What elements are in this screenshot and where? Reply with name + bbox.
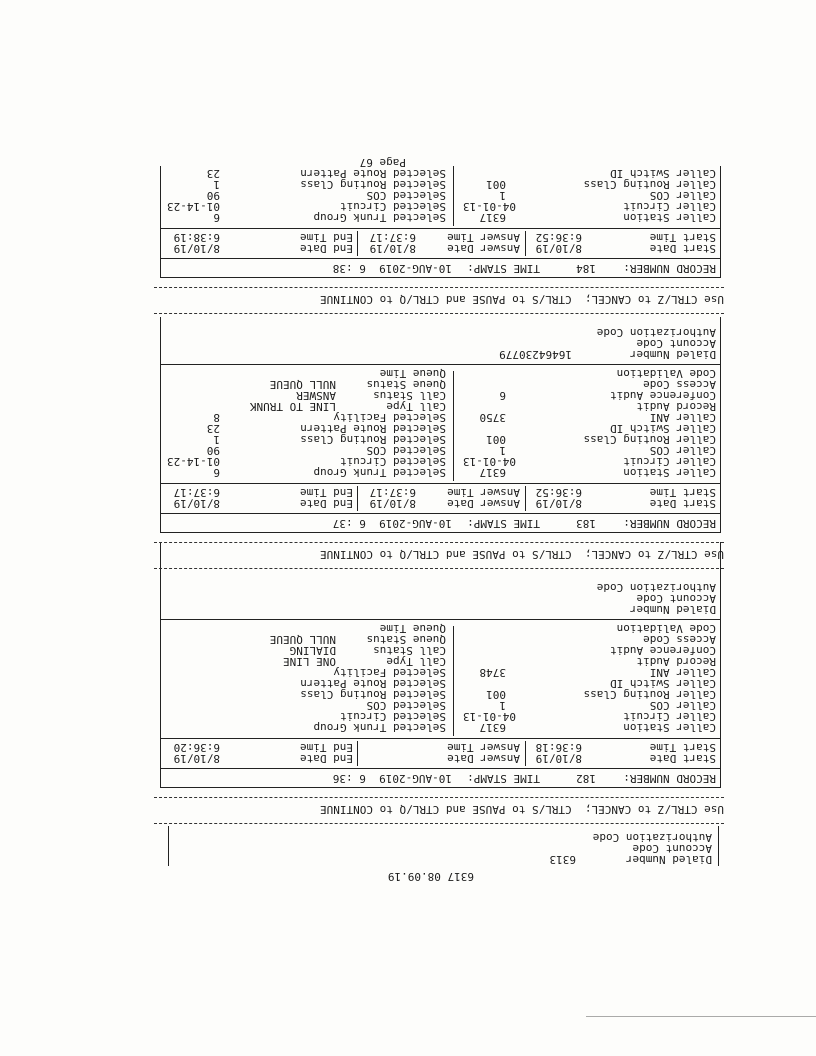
answer-time-value: 6:37:17 [369,486,416,499]
caller-circuit-value: 04-01-13 [463,455,516,468]
authorization-code-label: Authorization Code [596,581,716,594]
queue-status-label: Queue Status [366,633,446,646]
dialed-number-label: Dialed Number [629,603,716,616]
selected-cos-label: Selected COS [366,189,446,202]
selected-facility-label: Selected Facility [333,666,446,679]
top-account-code-label: Account Code [632,842,712,855]
queue-time-label: Queue Time [379,622,446,635]
caller-station-label: Caller Station [623,466,716,479]
separator [154,287,724,288]
record-frame-line [161,258,721,259]
caller-switch-id-label: Caller Switch ID [610,422,716,435]
caller-station-label: Caller Station [623,721,716,734]
time-stamp-value: 10-AUG-2019 6 :37 [332,517,452,530]
answer-time-label: Answer Time [447,231,520,244]
selected-trunk-group-value: 6 [213,466,220,479]
queue-status-value: NULL QUEUE [269,633,336,646]
dialed-number-value: 16464230779 [499,348,572,361]
answer-time-value: 6:37:17 [369,231,416,244]
end-time-value: 6:37:17 [173,486,220,499]
call-type-value: LINE TO TRUNK [249,400,336,413]
caller-routing-class-label: Caller Routing Class [583,178,716,191]
separator [154,797,724,798]
caller-station-value: 6317 [479,211,506,224]
caller-circuit-label: Caller Circuit [623,710,716,723]
selected-routing-class-value: 1 [213,433,220,446]
selected-trunk-group-label: Selected Trunk Group [313,721,446,734]
separator [154,568,724,569]
caller-cos-label: Caller COS [649,444,716,457]
authorization-code-label: Authorization Code [596,326,716,339]
record-number-label: RECORD NUMBER: [623,772,716,785]
access-code-label: Access Code [643,378,716,391]
top-block-right-border [168,826,169,866]
caller-station-value: 6317 [479,466,506,479]
separator [154,823,724,824]
caller-routing-class-value: 001 [486,688,506,701]
selected-routing-class-value: 1 [213,178,220,191]
caller-cos-value: 1 [499,699,506,712]
top-authorization-code-label: Authorization Code [592,831,712,844]
caller-circuit-label: Caller Circuit [623,455,716,468]
selected-circuit-value: 01-14-23 [167,200,220,213]
queue-status-value: NULL QUEUE [269,378,336,391]
code-validation-label: Code Validation [616,367,716,380]
column-divider [453,626,454,736]
cancel-prompt: Use CTRL/Z to CANCEL; CTRL/S to PAUSE and CTRL/Q to CONTINUE [320,293,724,306]
time-stamp-value: 10-AUG-2019 6 :38 [332,262,452,275]
top-block-left-border [718,826,719,866]
call-status-label: Call Status [373,389,446,402]
selected-cos-label: Selected COS [366,699,446,712]
call-status-value: ANSWER [296,389,336,402]
call-type-value: ONE LINE [283,655,336,668]
column-divider [525,741,526,766]
caller-routing-class-label: Caller Routing Class [583,688,716,701]
selected-route-pattern-value: 23 [206,422,220,435]
start-time-value: 6:36:52 [535,486,582,499]
selected-routing-class-label: Selected Routing Class [300,688,446,701]
column-divider [357,231,358,256]
record-left-border [720,317,721,533]
caller-ani-label: Caller ANI [649,666,716,679]
selected-circuit-label: Selected Circuit [340,200,446,213]
record-frame-line [161,738,721,739]
time-stamp-label: TIME STAMP: [467,262,540,275]
start-time-label: Start Time [649,741,716,754]
end-date-label: End Date [300,242,353,255]
time-stamp-label: TIME STAMP: [467,772,540,785]
answer-date-value: 8/10/19 [369,497,416,510]
time-stamp-value: 10-AUG-2019 6 :36 [332,772,452,785]
end-time-value: 6:36:20 [173,741,220,754]
caller-cos-label: Caller COS [649,189,716,202]
caller-station-value: 6317 [479,721,506,734]
conference-audit-value: 6 [499,389,506,402]
cancel-prompt: Use CTRL/Z to CANCEL; CTRL/S to PAUSE and CTRL/Q to CONTINUE [320,548,724,561]
answer-time-label: Answer Time [447,486,520,499]
end-date-value: 8/10/19 [173,242,220,255]
caller-ani-value: 3748 [479,666,506,679]
start-date-value: 8/10/19 [535,752,582,765]
selected-route-pattern-label: Selected Route Pattern [300,422,446,435]
dialed-number-label: Dialed Number [629,348,716,361]
record-frame-line [161,513,721,514]
record-frame-line [161,787,721,788]
caller-cos-value: 1 [499,189,506,202]
scan-artifact [586,1016,816,1017]
queue-time-label: Queue Time [379,367,446,380]
end-time-label: End Time [300,231,353,244]
column-divider [453,371,454,481]
call-type-label: Call Type [386,655,446,668]
record-number-value: 184 [576,262,596,275]
caller-routing-class-label: Caller Routing Class [583,433,716,446]
selected-cos-value: 90 [206,189,220,202]
end-date-value: 8/10/19 [173,752,220,765]
selected-route-pattern-label: Selected Route Pattern [300,677,446,690]
selected-circuit-label: Selected Circuit [340,455,446,468]
caller-station-label: Caller Station [623,211,716,224]
column-divider [357,486,358,511]
record-frame-line [161,364,721,365]
selected-routing-class-label: Selected Routing Class [300,433,446,446]
column-divider [525,231,526,256]
record-left-border [720,166,721,278]
record-number-value: 182 [576,772,596,785]
cancel-prompt: Use CTRL/Z to CANCEL; CTRL/S to PAUSE and CTRL/Q to CONTINUE [320,803,724,816]
caller-cos-label: Caller COS [649,699,716,712]
selected-trunk-group-value: 6 [213,211,220,224]
header-code: 6317 08.09.19 [387,870,474,883]
caller-cos-value: 1 [499,444,506,457]
start-time-value: 6:36:18 [535,741,582,754]
caller-circuit-label: Caller Circuit [623,200,716,213]
caller-routing-class-value: 001 [486,178,506,191]
selected-cos-value: 90 [206,444,220,457]
start-date-label: Start Date [649,242,716,255]
selected-route-pattern-label: Selected Route Pattern [300,167,446,180]
start-date-label: Start Date [649,497,716,510]
queue-status-label: Queue Status [366,378,446,391]
answer-date-label: Answer Date [447,242,520,255]
record-frame-line [161,483,721,484]
page-label: Page 67 [359,156,406,169]
end-date-label: End Date [300,752,353,765]
record-frame-line [161,277,721,278]
end-date-label: End Date [300,497,353,510]
end-time-value: 6:38:19 [173,231,220,244]
record-number-label: RECORD NUMBER: [623,517,716,530]
end-date-value: 8/10/19 [173,497,220,510]
selected-routing-class-label: Selected Routing Class [300,178,446,191]
start-time-label: Start Time [649,486,716,499]
record-number-label: RECORD NUMBER: [623,262,716,275]
time-stamp-label: TIME STAMP: [467,517,540,530]
selected-trunk-group-label: Selected Trunk Group [313,466,446,479]
selected-route-pattern-value: 23 [206,167,220,180]
end-time-label: End Time [300,741,353,754]
record-number-value: 183 [576,517,596,530]
start-time-label: Start Time [649,231,716,244]
separator [154,313,724,314]
record-frame-line [161,228,721,229]
start-date-label: Start Date [649,752,716,765]
record-right-border [160,166,161,278]
end-time-label: End Time [300,486,353,499]
caller-routing-class-value: 001 [486,433,506,446]
column-divider [525,486,526,511]
record-frame-line [161,768,721,769]
caller-circuit-value: 04-01-13 [463,200,516,213]
conference-audit-label: Conference Audit [610,389,716,402]
selected-cos-label: Selected COS [366,444,446,457]
column-divider [453,166,454,226]
code-validation-label: Code Validation [616,622,716,635]
record-frame-line [161,532,721,533]
selected-trunk-group-label: Selected Trunk Group [313,211,446,224]
start-date-value: 8/10/19 [535,242,582,255]
call-status-value: DIALING [289,644,336,657]
account-code-label: Account Code [636,337,716,350]
caller-switch-id-label: Caller Switch ID [610,167,716,180]
record-right-border [160,542,161,788]
selected-facility-label: Selected Facility [333,411,446,424]
top-dialed-number-label: Dialed Number [625,853,712,866]
call-type-label: Call Type [386,400,446,413]
selected-circuit-label: Selected Circuit [340,710,446,723]
start-time-value: 6:36:52 [535,231,582,244]
column-divider [357,741,358,766]
answer-time-label: Answer Time [447,741,520,754]
caller-circuit-value: 04-01-13 [463,710,516,723]
record-audit-label: Record Audit [636,655,716,668]
call-status-label: Call Status [373,644,446,657]
answer-date-value: 8/10/19 [369,242,416,255]
start-date-value: 8/10/19 [535,497,582,510]
answer-date-label: Answer Date [447,752,520,765]
record-frame-line [161,619,721,620]
caller-ani-label: Caller ANI [649,411,716,424]
record-right-border [160,317,161,533]
caller-ani-value: 3750 [479,411,506,424]
selected-circuit-value: 01-14-23 [167,455,220,468]
top-dialed-number-value: 6313 [549,853,576,866]
record-audit-label: Record Audit [636,400,716,413]
account-code-label: Account Code [636,592,716,605]
conference-audit-label: Conference Audit [610,644,716,657]
answer-date-label: Answer Date [447,497,520,510]
caller-switch-id-label: Caller Switch ID [610,677,716,690]
selected-facility-value: 8 [213,411,220,424]
separator [154,542,724,543]
record-left-border [720,542,721,788]
access-code-label: Access Code [643,633,716,646]
